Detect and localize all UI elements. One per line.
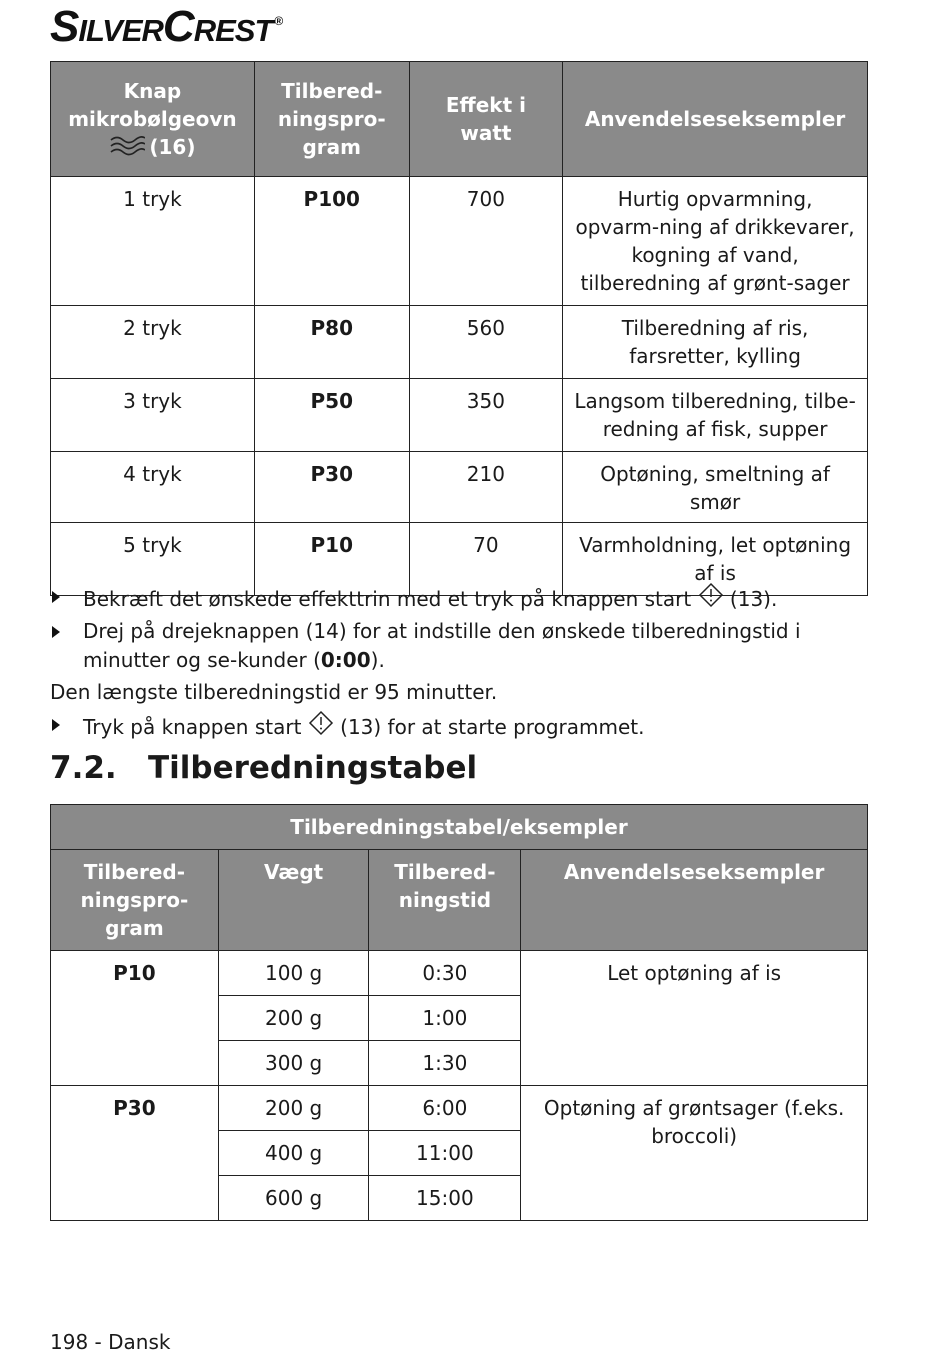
- section-number: 7.2.: [50, 750, 117, 786]
- instruction-item: [50, 582, 870, 614]
- time-format: 0:00: [320, 648, 371, 672]
- instruction-text: Bekræft det ønskede effekttrin med et tryk på knappen start: [83, 587, 692, 611]
- instructions: [50, 582, 870, 745]
- program-code: P30: [51, 1086, 219, 1221]
- header-text: mikrobølgeovn: [68, 107, 237, 131]
- start-diamond-icon: [698, 582, 724, 608]
- weight-value: 200 g: [218, 1086, 369, 1131]
- press-count: 5 tryk: [51, 523, 255, 596]
- use-example: Langsom tilberedning, tilbe-redning af fisk, supper: [563, 379, 868, 452]
- time-value: 6:00: [369, 1086, 521, 1131]
- header-icon-line: [59, 133, 246, 161]
- use-example: Tilberedning af ris, farsretter, kylling: [563, 306, 868, 379]
- section-heading: [50, 750, 477, 786]
- cooking-table: [50, 804, 868, 1221]
- table-row: [51, 1086, 868, 1131]
- instruction-text: ).: [370, 648, 385, 672]
- weight-value: 600 g: [218, 1176, 369, 1221]
- instruction-text: Drej på drejeknappen (14) for at indstille den ønskede tilberedningstid i minutter og se-kunder (: [83, 619, 801, 672]
- press-count: 4 tryk: [51, 452, 255, 523]
- watt-value: 700: [409, 177, 563, 306]
- program-code: P50: [254, 379, 409, 452]
- use-example: Optøning af grøntsager (f.eks. broccoli): [521, 1086, 868, 1221]
- program-code: P80: [254, 306, 409, 379]
- table-row: [51, 452, 868, 523]
- section-title: Tilberedningstabel: [148, 750, 478, 786]
- header-text: Knap: [123, 79, 182, 103]
- use-example: Optøning, smeltning af smør: [563, 452, 868, 523]
- table-row: [51, 306, 868, 379]
- program-code: P100: [254, 177, 409, 306]
- header-use: Anvendelseseksempler: [521, 850, 868, 951]
- header-program: Tilbered-ningspro-gram: [254, 62, 409, 177]
- instruction-text: Tryk på knappen start: [83, 715, 302, 739]
- table-caption: Tilberedningstabel/eksempler: [51, 805, 868, 850]
- header-time: Tilbered-ningstid: [369, 850, 521, 951]
- use-example: Let optøning af is: [521, 951, 868, 1086]
- time-value: 1:30: [369, 1041, 521, 1086]
- instruction-item: [50, 617, 870, 675]
- weight-value: 400 g: [218, 1131, 369, 1176]
- microwave-waves-icon: [109, 134, 145, 158]
- use-example: Hurtig opvarmning, opvarm-ning af drikkevarer, kogning af vand, tilberedning af grønt-sager: [563, 177, 868, 306]
- header-program: Tilbered-ningspro-gram: [51, 850, 219, 951]
- time-value: 15:00: [369, 1176, 521, 1221]
- header-use: Anvendelseseksempler: [563, 62, 868, 177]
- start-diamond-icon: [308, 710, 334, 736]
- instruction-item: [50, 710, 870, 742]
- power-level-table: [50, 61, 868, 596]
- page-footer: 198 - Dansk: [50, 1330, 171, 1354]
- max-time-note: Den længste tilberedningstid er 95 minutter.: [50, 680, 498, 704]
- weight-value: 300 g: [218, 1041, 369, 1086]
- program-code: P10: [254, 523, 409, 596]
- header-weight: Vægt: [218, 850, 369, 951]
- brand-logo-text: SilverCrest: [50, 2, 273, 51]
- header-button-microwave: [51, 62, 255, 177]
- instruction-text: (13).: [729, 587, 778, 611]
- time-value: 11:00: [369, 1131, 521, 1176]
- brand-logo: [50, 2, 282, 52]
- instruction-text: (13) for at starte programmet.: [340, 715, 645, 739]
- time-value: 1:00: [369, 996, 521, 1041]
- table-header-row: [51, 850, 868, 951]
- header-ref: (16): [149, 135, 196, 159]
- press-count: 3 tryk: [51, 379, 255, 452]
- watt-value: 210: [409, 452, 563, 523]
- table-caption-row: [51, 805, 868, 850]
- program-code: P30: [254, 452, 409, 523]
- table-header-row: [51, 62, 868, 177]
- triangle-bullet-icon: [52, 719, 60, 731]
- use-example: Varmholdning, let optøning af is: [563, 523, 868, 596]
- table-row: [51, 951, 868, 996]
- triangle-bullet-icon: [52, 626, 60, 638]
- press-count: 2 tryk: [51, 306, 255, 379]
- watt-value: 70: [409, 523, 563, 596]
- press-count: 1 tryk: [51, 177, 255, 306]
- weight-value: 200 g: [218, 996, 369, 1041]
- header-watt: Effekt i watt: [409, 62, 563, 177]
- table-row: [51, 177, 868, 306]
- weight-value: 100 g: [218, 951, 369, 996]
- triangle-bullet-icon: [52, 591, 60, 603]
- watt-value: 560: [409, 306, 563, 379]
- table-row: [51, 379, 868, 452]
- registered-mark: ®: [274, 14, 283, 29]
- time-value: 0:30: [369, 951, 521, 996]
- program-code: P10: [51, 951, 219, 1086]
- watt-value: 350: [409, 379, 563, 452]
